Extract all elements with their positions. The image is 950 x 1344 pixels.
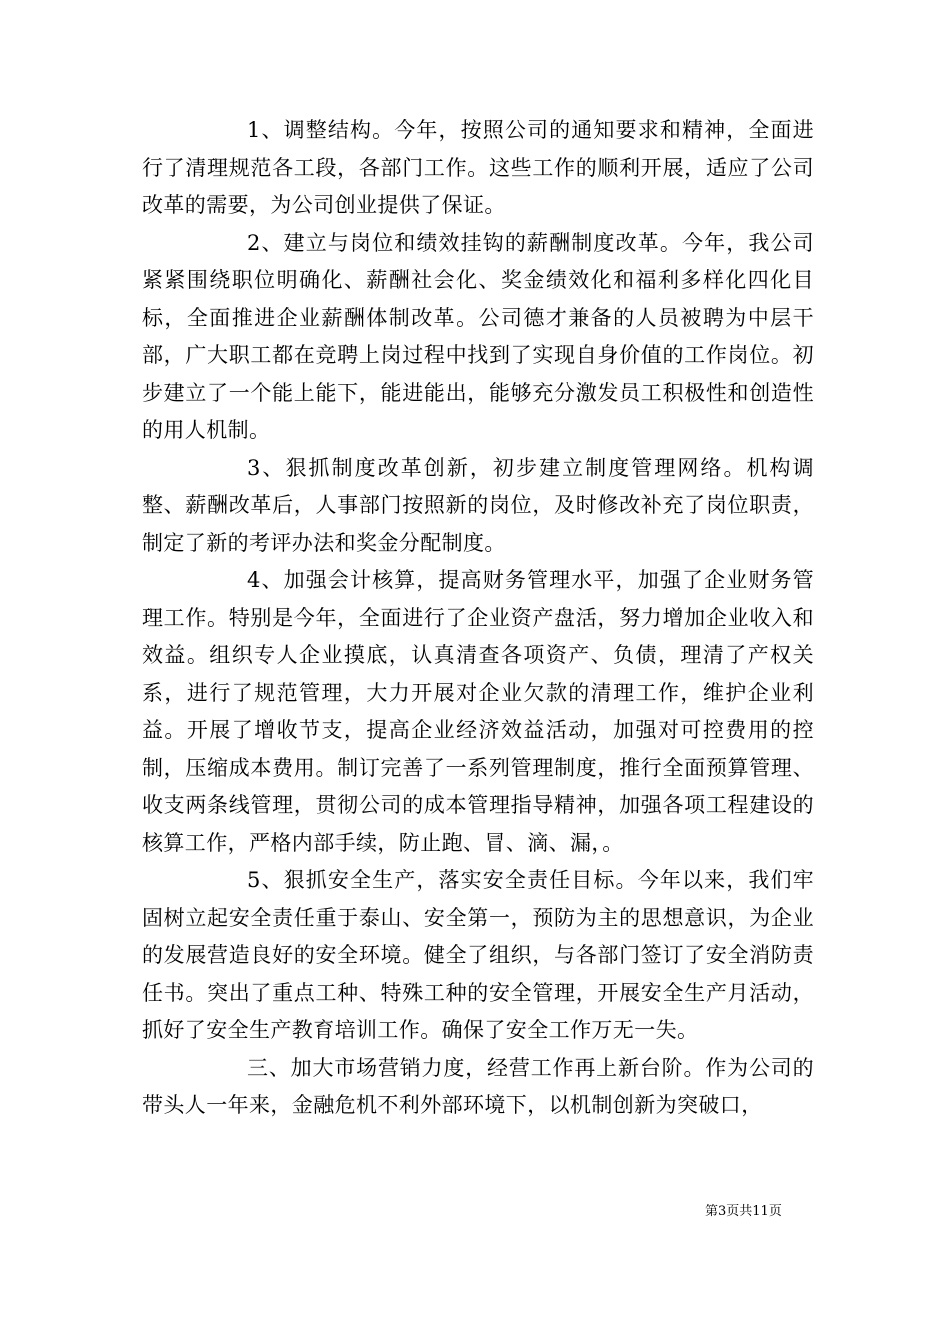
document-body [142,112,814,1125]
paragraph-6: 三、加大市场营销力度，经营工作再上新台阶。作为公司的带头人一年来，金融危机不利外部环境下，以机制创新为突破口， [142,1055,814,1117]
paragraph-5: 5、狠抓安全生产，落实安全责任目标。今年以来，我们牢固树立起安全责任重于泰山、安全第一，预防为主的思想意识，为企业的发展营造良好的安全环境。健全了组织，与各部门签订了安全消防责任书。突出了重点工种、特殊工种的安全管理，开展安全生产月活动，抓好了安全生产教育培训工作。确保了安全工作万无一失。 [142,868,814,1042]
paragraph-1: 1、调整结构。今年，按照公司的通知要求和精神，全面进行了清理规范各工段，各部门工作。这些工作的顺利开展，适应了公司改革的需要，为公司创业提供了保证。 [142,118,814,217]
paragraph-4: 4、加强会计核算，提高财务管理水平，加强了企业财务管理工作。特别是今年，全面进行了企业资产盘活，努力增加企业收入和效益。组织专人企业摸底，认真清查各项资产、负债，理清了产权关系，进行了规范管理，大力开展对企业欠款的清理工作，维护企业利益。开展了增收节支，提高企业经济效益活动，加强对可控费用的控制，压缩成本费用。制订完善了一系列管理制度，推行全面预算管理、收支两条线管理，贯彻公司的成本管理指导精神，加强各项工程建设的核算工作，严格内部手续，防止跑、冒、滴、漏，。 [142,568,814,855]
page-number-footer: 第3页共11页 [705,1204,782,1219]
paragraph-3: 3、狠抓制度改革创新，初步建立制度管理网络。机构调整、薪酬改革后，人事部门按照新的岗位，及时修改补充了岗位职责，制定了新的考评办法和奖金分配制度。 [142,455,814,555]
paragraph-2: 2、建立与岗位和绩效挂钩的薪酬制度改革。今年，我公司紧紧围绕职位明确化、薪酬社会化、奖金绩效化和福利多样化四化目标，全面推进企业薪酬体制改革。公司德才兼备的人员被聘为中层干部，广大职工都在竞聘上岗过程中找到了实现自身价值的工作岗位。初步建立了一个能上能下，能进能出，能够充分激发员工积极性和创造性的用人机制。 [142,230,814,442]
